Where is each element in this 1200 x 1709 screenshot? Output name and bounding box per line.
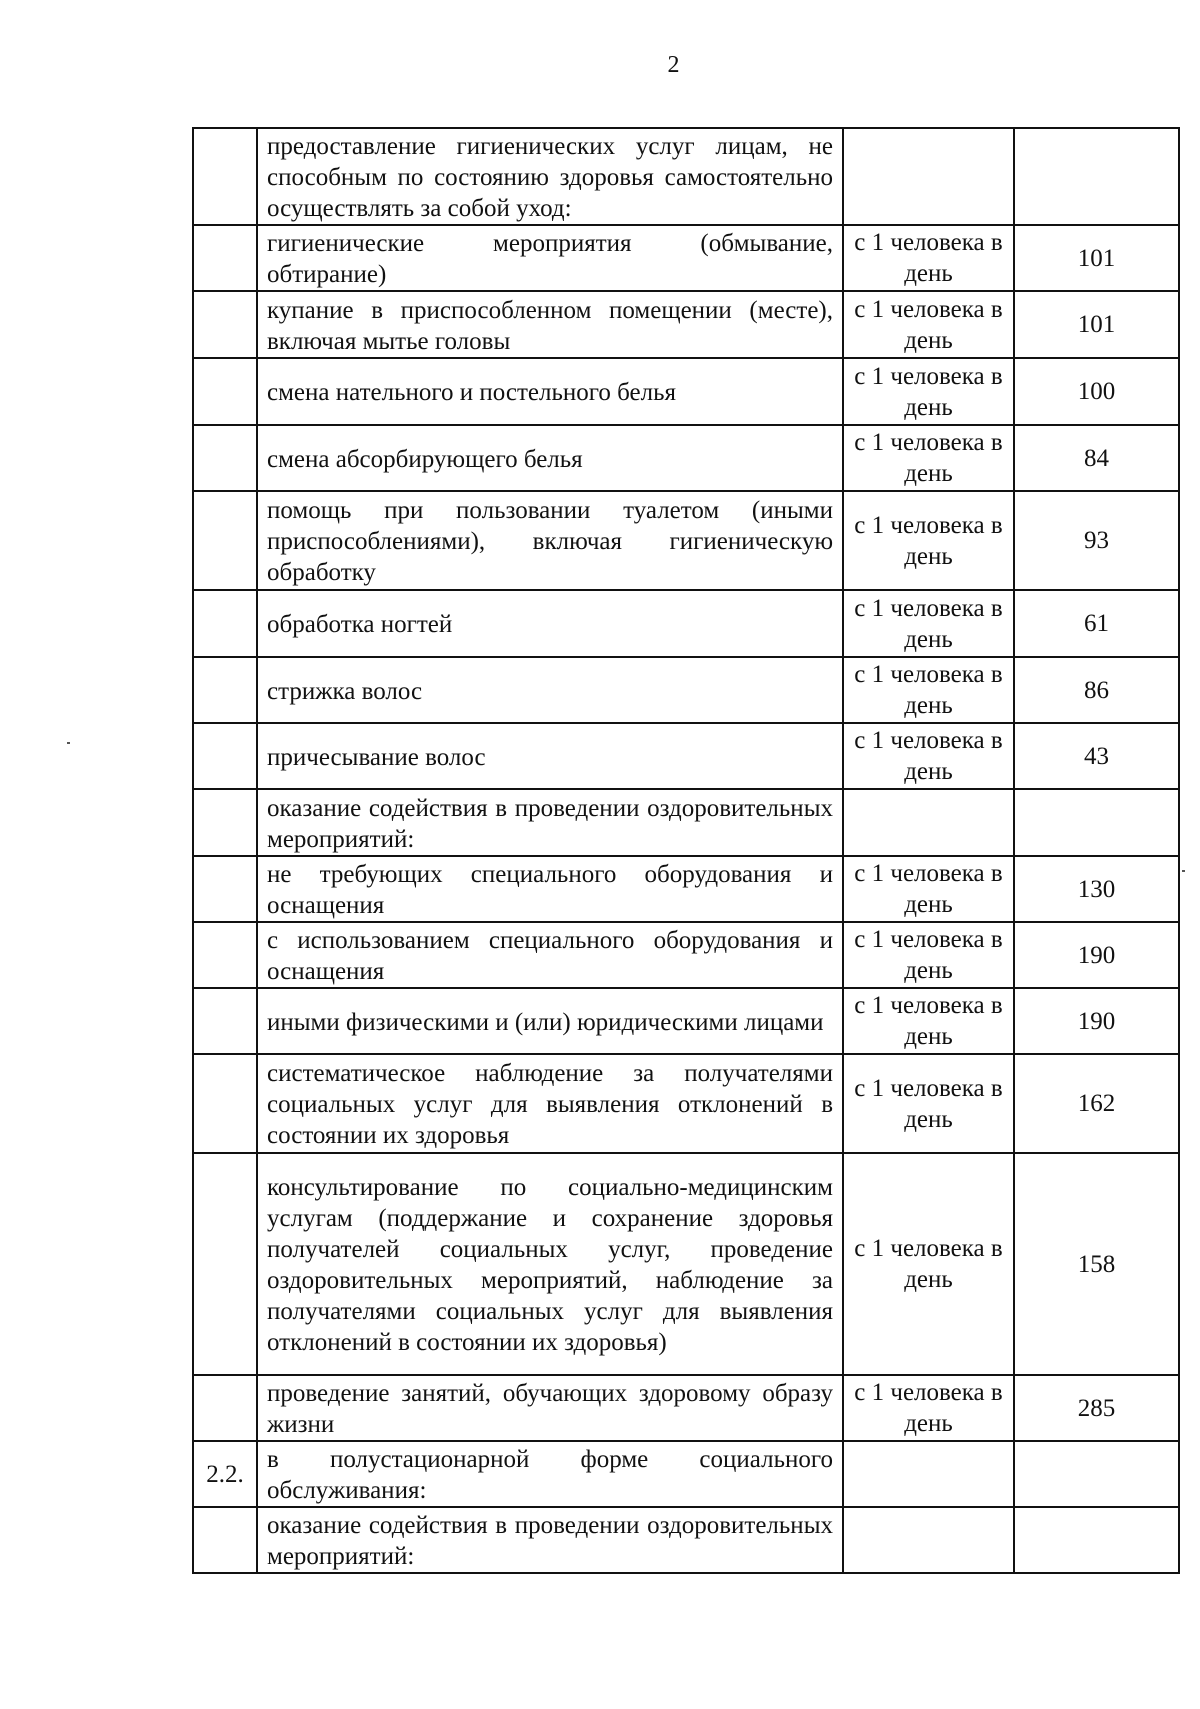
service-name-cell: помощь при пользовании туалетом (иными приспособлениями), включая гигиеническую обработку — [257, 491, 843, 590]
table-row — [193, 922, 1179, 988]
service-name-cell: не требующих специального оборудования и оснащения — [257, 856, 843, 922]
unit-cell: с 1 человека в день — [843, 358, 1014, 425]
table-row — [193, 291, 1179, 358]
price-cell — [1014, 1441, 1179, 1507]
price-cell: 162 — [1014, 1054, 1179, 1153]
service-name-cell: с использованием специального оборудования и оснащения — [257, 922, 843, 988]
scan-speck — [67, 742, 70, 744]
service-name-cell: систематическое наблюдение за получателями социальных услуг для выявления отклонений в состоянии их здоровья — [257, 1054, 843, 1153]
unit-cell: с 1 человека в день — [843, 856, 1014, 922]
table-row — [193, 856, 1179, 922]
price-cell: 100 — [1014, 358, 1179, 425]
row-number-cell — [193, 128, 257, 225]
service-name-cell: проведение занятий, обучающих здоровому образу жизни — [257, 1375, 843, 1441]
table-row — [193, 1375, 1179, 1441]
unit-cell: с 1 человека в день — [843, 425, 1014, 491]
price-cell: 285 — [1014, 1375, 1179, 1441]
unit-cell: с 1 человека в день — [843, 723, 1014, 789]
row-number-cell — [193, 1054, 257, 1153]
row-number-cell — [193, 922, 257, 988]
service-name-cell: купание в приспособленном помещении (месте), включая мытье головы — [257, 291, 843, 358]
row-number-cell — [193, 358, 257, 425]
page-number: 2 — [667, 52, 680, 78]
table-row — [193, 657, 1179, 723]
unit-cell — [843, 128, 1014, 225]
price-cell: 84 — [1014, 425, 1179, 491]
row-number-cell — [193, 856, 257, 922]
table-row — [193, 1054, 1179, 1153]
table-row — [193, 789, 1179, 856]
price-cell — [1014, 128, 1179, 225]
table-row — [193, 590, 1179, 657]
table-row — [193, 128, 1179, 225]
table-row — [193, 425, 1179, 491]
unit-cell: с 1 человека в день — [843, 988, 1014, 1054]
price-cell — [1014, 1507, 1179, 1573]
row-number-cell — [193, 1153, 257, 1375]
row-number-cell — [193, 723, 257, 789]
row-number-cell — [193, 491, 257, 590]
unit-cell: с 1 человека в день — [843, 1054, 1014, 1153]
service-name-cell: смена абсорбирующего белья — [257, 425, 843, 491]
unit-cell — [843, 1441, 1014, 1507]
service-name-cell: причесывание волос — [257, 723, 843, 789]
unit-cell: с 1 человека в день — [843, 291, 1014, 358]
service-name-cell: иными физическими и (или) юридическими лицами — [257, 988, 843, 1054]
unit-cell: с 1 человека в день — [843, 922, 1014, 988]
scan-speck — [1182, 870, 1185, 872]
service-name-cell: предоставление гигиенических услуг лицам, не способным по состоянию здоровья самостоятельно осуществлять за собой уход: — [257, 128, 843, 225]
table-row — [193, 1441, 1179, 1507]
service-name-cell: оказание содействия в проведении оздоровительных мероприятий: — [257, 789, 843, 856]
unit-cell: с 1 человека в день — [843, 1375, 1014, 1441]
table-row — [193, 988, 1179, 1054]
table-row — [193, 1153, 1179, 1375]
price-cell — [1014, 789, 1179, 856]
unit-cell: с 1 человека в день — [843, 491, 1014, 590]
price-cell: 101 — [1014, 225, 1179, 291]
table-row — [193, 491, 1179, 590]
price-cell: 86 — [1014, 657, 1179, 723]
price-cell: 190 — [1014, 988, 1179, 1054]
row-number-cell — [193, 1375, 257, 1441]
table-row — [193, 358, 1179, 425]
price-cell: 93 — [1014, 491, 1179, 590]
unit-cell: с 1 человека в день — [843, 1153, 1014, 1375]
price-cell: 190 — [1014, 922, 1179, 988]
table-row — [193, 1507, 1179, 1573]
price-cell: 101 — [1014, 291, 1179, 358]
row-number-cell — [193, 1507, 257, 1573]
service-name-cell: стрижка волос — [257, 657, 843, 723]
service-name-cell: гигиенические мероприятия (обмывание, обтирание) — [257, 225, 843, 291]
service-name-cell: в полустационарной форме социального обслуживания: — [257, 1441, 843, 1507]
table-row — [193, 225, 1179, 291]
service-name-cell: консультирование по социально-медицинским услугам (поддержание и сохранение здоровья получателей социальных услуг, проведение оздоровительных мероприятий, наблюдение за получателями социальных услуг для выявления отклонений в состоянии их здоровья) — [257, 1153, 843, 1375]
unit-cell — [843, 1507, 1014, 1573]
row-number-cell — [193, 789, 257, 856]
unit-cell: с 1 человека в день — [843, 590, 1014, 657]
row-number-cell — [193, 425, 257, 491]
services-tariff-table — [192, 127, 1180, 1574]
row-number-cell — [193, 590, 257, 657]
price-cell: 43 — [1014, 723, 1179, 789]
service-name-cell: обработка ногтей — [257, 590, 843, 657]
unit-cell: с 1 человека в день — [843, 657, 1014, 723]
unit-cell — [843, 789, 1014, 856]
row-number-cell — [193, 225, 257, 291]
table-row — [193, 723, 1179, 789]
price-cell: 130 — [1014, 856, 1179, 922]
unit-cell: с 1 человека в день — [843, 225, 1014, 291]
price-cell: 158 — [1014, 1153, 1179, 1375]
row-number-cell — [193, 291, 257, 358]
service-name-cell: оказание содействия в проведении оздоровительных мероприятий: — [257, 1507, 843, 1573]
price-cell: 61 — [1014, 590, 1179, 657]
row-number-cell — [193, 988, 257, 1054]
service-name-cell: смена нательного и постельного белья — [257, 358, 843, 425]
row-number-cell — [193, 657, 257, 723]
row-number-cell: 2.2. — [193, 1441, 257, 1507]
